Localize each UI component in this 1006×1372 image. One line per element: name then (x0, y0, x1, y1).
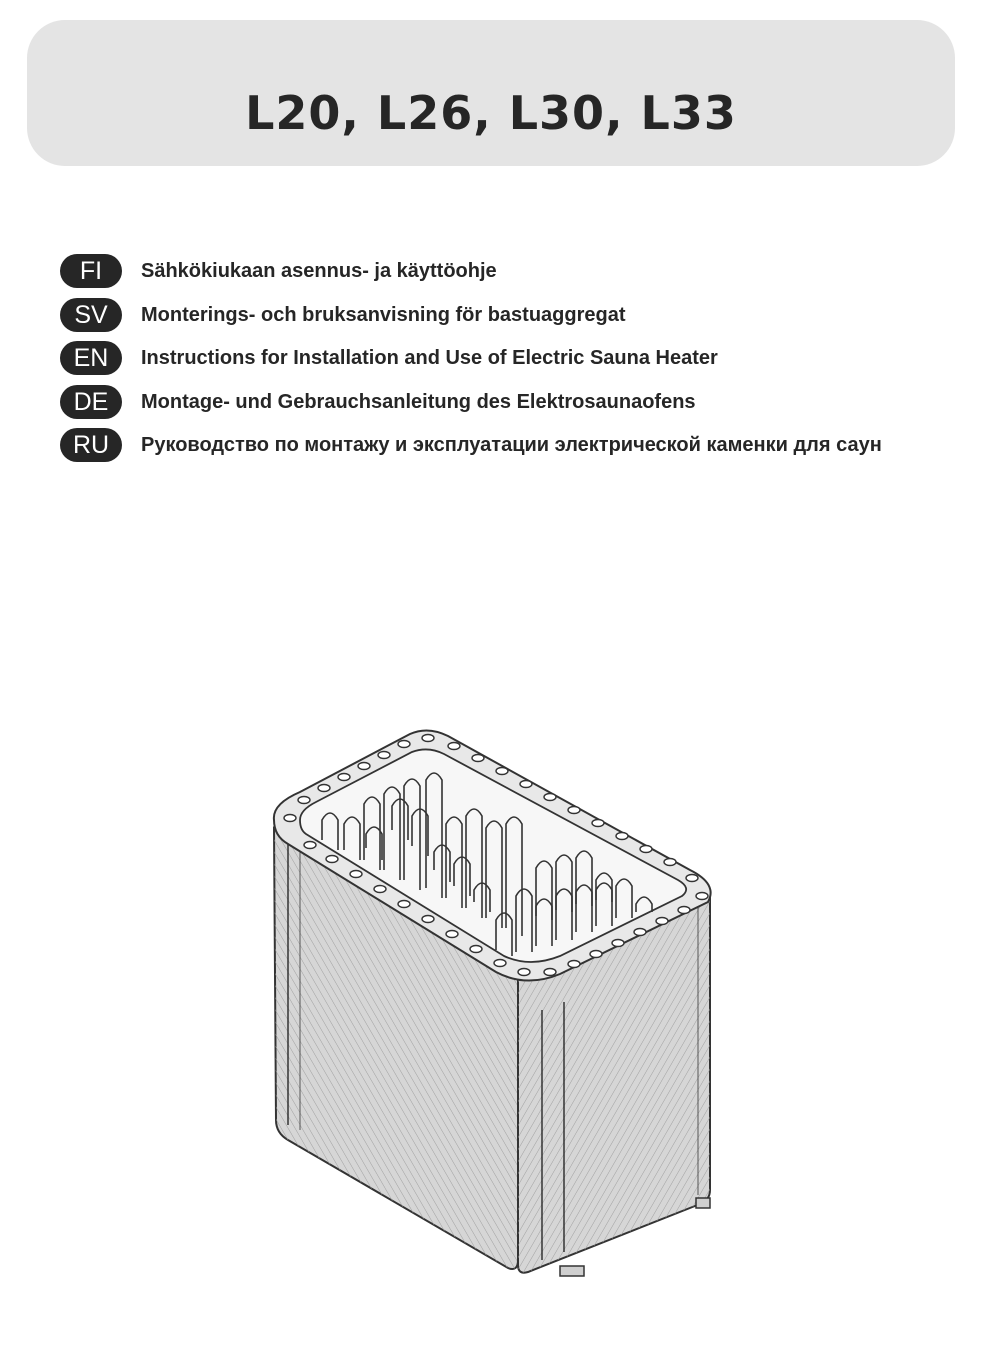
language-title-ru: Руководство по монтажу и эксплуатации электрической каменки для саун (141, 434, 882, 456)
language-title-fi: Sähkökiukaan asennus- ja käyttöohje (141, 260, 497, 282)
language-badge-ru: RU (60, 428, 122, 462)
language-badge-sv: SV (60, 298, 122, 332)
language-title-sv: Monterings- och bruksanvisning för bastuaggregat (141, 303, 626, 326)
sauna-heater-icon (260, 720, 730, 1290)
language-title-en: Instructions for Installation and Use of Electric Sauna Heater (141, 347, 718, 369)
language-title-de: Montage- und Gebrauchsanleitung des Elektrosaunaofens (141, 390, 696, 413)
language-badge-fi: FI (60, 254, 122, 288)
document-title: L20, L26, L30, L33 (245, 86, 737, 140)
title-banner (27, 20, 955, 166)
language-badge-de: DE (60, 385, 122, 419)
language-badge-en: EN (60, 341, 122, 375)
sauna-heater-illustration (260, 720, 730, 1295)
